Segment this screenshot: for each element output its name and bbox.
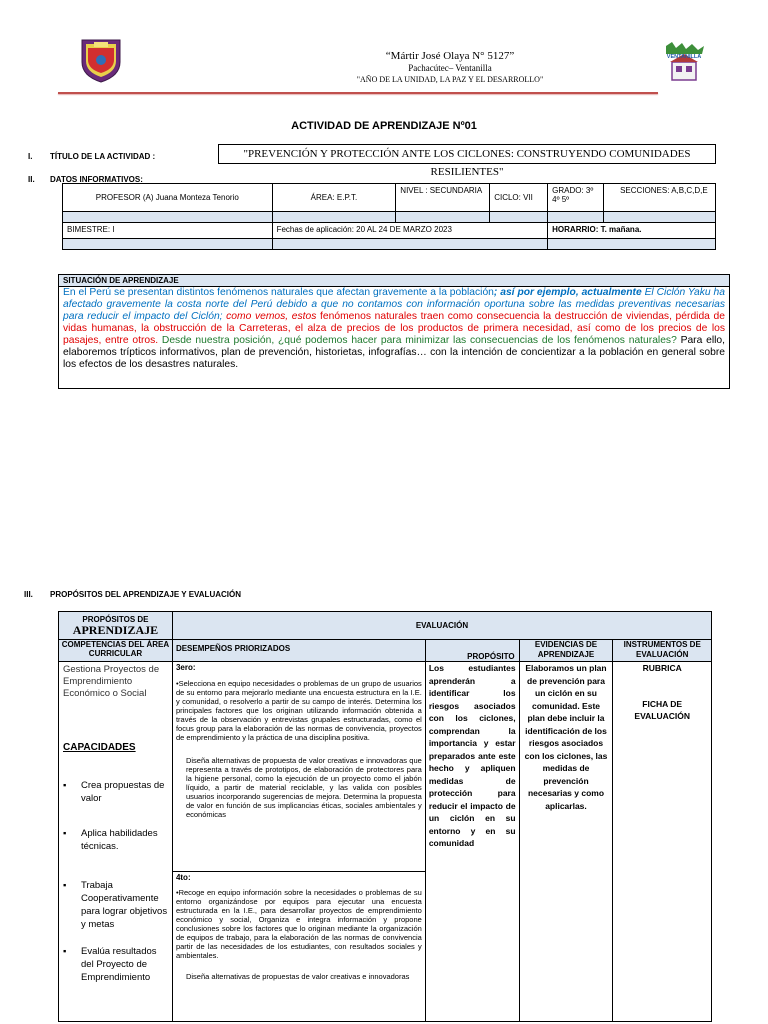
area-cell: ÁREA: E.P.T. (272, 184, 396, 212)
datos-blank-row-2 (63, 239, 716, 250)
evidencias-cell (519, 662, 613, 1022)
grado-3-label: 3ero: (175, 663, 196, 672)
instrumentos-head: INSTRUMENTOS DE EVALUACIÓN (613, 640, 712, 662)
ventanilla-logo-label: VENTANILLA (666, 54, 702, 60)
evaluacion-head: EVALUACIÓN (172, 612, 711, 640)
activity-title: ACTIVIDAD DE APRENDIZAJE Nº01 (291, 120, 477, 132)
fechas-cell: Fechas de aplicación: 20 AL 24 DE MARZO 2023 (272, 223, 548, 239)
section-3-number: III. (24, 590, 33, 599)
propositos-table (58, 611, 712, 1022)
desempeno-4to (173, 872, 425, 982)
propositos-head-cell (59, 612, 173, 640)
grado-4-text-1: •Recoge en equipo información sobre la necesidades o problemas de su entorno organizándose por equipos para ejecutar una encuesta estructurada en la I.E., para desarrollar proyectos de emprendimiento económico y social, Organiza e integra información y propone conclusiones sobre los factores que lo originan mediante la organización de equipos de trabajo, para la elaboración de las normas de convivencia partir de las necesidades de los estudiantes, con resultados sociales y ambientales. (175, 888, 422, 960)
secciones-cell: SECCIONES: A,B,C,D,E (604, 184, 716, 212)
desempeno-3ero (173, 662, 425, 872)
propositos-head-small: PROPÓSITOS DE (82, 615, 149, 624)
situacion-part-4: como vemos, estos (222, 311, 317, 322)
grado-4-label: 4to: (175, 873, 191, 882)
competencias-cell (59, 662, 173, 1022)
competencia-name: Gestiona Proyectos de Emprendimiento Económico o Social (63, 664, 160, 699)
situacion-part-5: fenómenos naturales traen como consecuencia la destrucción de viviendas, pérdida de vidas humanas, la obstrucción de la Carreteras, el alza de precios de los productos de primera necesidad, así como de los precios de los pasajes, entre otros. (63, 311, 725, 346)
section-2-number: II. (28, 175, 35, 184)
capacidad-item: ▪ Evalúa resultados del Proyecto de Emprendimiento (63, 946, 157, 983)
desempenos-head: DESEMPEÑOS PRIORIZADOS (172, 640, 425, 662)
section-1-label: TÍTULO DE LA ACTIVIDAD : (50, 152, 156, 161)
propositos-head-big: APRENDIZAJE (72, 623, 159, 637)
school-location: Pachacútec– Ventanilla (408, 63, 492, 73)
evidencias-text: Elaboramos un plan de prevención para un ciclón en su comunidad. Este plan debe incluir la identificación de los riesgos asociados con los ciclones, las medidas de prevención necesarias y como aplicarlas. (524, 663, 608, 811)
datos-blank-row (63, 212, 716, 223)
instrumento-ficha: FICHA DE EVALUACIÓN (634, 699, 690, 721)
evidencias-head: EVIDENCIAS DE APRENDIZAJE (519, 640, 613, 662)
grado-cell: GRADO: 3º 4º 5º (548, 184, 604, 212)
header-divider (58, 92, 658, 94)
school-name: “Mártir José Olaya N° 5127” (385, 50, 515, 62)
proposito-cell (425, 662, 519, 1022)
profesor-cell: PROFESOR (A) Juana Monteza Tenorio (63, 184, 273, 212)
section-1-number: I. (28, 152, 33, 161)
nivel-cell: NIVEL : SECUNDARIA (396, 184, 490, 212)
situacion-text (59, 287, 729, 371)
instrumentos-cell (613, 662, 712, 1022)
capacidades-heading: CAPACIDADES (63, 742, 136, 753)
datos-informativos-table (62, 183, 716, 250)
horario-cell: HORARRIO: T. mañana. (548, 223, 716, 239)
grado-3-text-1: •Selecciona en equipo necesidades o problemas de un grupo de usuarios de su entorno para mejorarlo mediante una encuesta estructura en la I.E. y comunidad, o resolverlo a partir de su campo de interés. Determina los principales factores que los originan utilizando información obtenida a través de la observación y entrevistas grupales estructuradas, como el focus group para la elaboración de las normas de convivencia, proyectos de emprendimiento y la práctica de una disciplina positiva. (175, 679, 422, 742)
bimestre-cell: BIMESTRE: I (63, 223, 273, 239)
desempenos-cell (172, 662, 425, 1022)
instrumento-rubrica: RUBRICA (642, 663, 682, 673)
situacion-part-6: Desde nuestra posición, ¿qué podemos hacer para minimizar las consecuencias de los fenómenos naturales? (158, 335, 677, 346)
situacion-part-1: En el Perú se presentan distintos fenómenos naturales que afectan gravemente a la población (63, 287, 494, 298)
grado-3-text-2: Diseña alternativas de propuesta de valor creativas e innovadoras que representa a través de prototipos, de elaboración de protectores para la higiene personal, como la ejecución de un proyecto como el jabón líquido, a partir de material reciclable, y las valida con posibles usuarios incorporando sugerencias de mejora. Determina la propuesta de valor en función de sus implicancias éticas, sociales ambientales y económicas (185, 756, 422, 819)
grado-4-text-2: Diseña alternativas de propuestas de valor creativas e innovadoras (185, 972, 410, 981)
activity-title-field: "PREVENCIÓN Y PROTECCIÓN ANTE LOS CICLONES: CONSTRUYENDO COMUNIDADES RESILIENTES" (218, 144, 716, 164)
school-shield-logo (78, 36, 124, 84)
section-3-label: PROPÓSITOS DEL APRENDIZAJE Y EVALUACIÓN (50, 590, 241, 599)
year-motto: "AÑO DE LA UNIDAD, LA PAZ Y EL DESARROLLO" (356, 75, 544, 84)
situacion-part-3: El Ciclón Yaku ha afectado gravemente la costa norte del Perú debido a que no contamos con información oportuna sobre las medidas preventivas necesarias para reducir el impacto del Ciclón; (63, 287, 725, 322)
proposito-text: Los estudiantes aprenderán a identificar los riesgos asociados con los ciclones, comprendan la importancia y estar preparados ante este hecho y apliquen medidas de protección para reducir el impacto de un ciclón en su entorno y en su comunidad (428, 663, 516, 848)
ventanilla-logo (660, 40, 708, 84)
proposito-head: PROPÓSITO (425, 640, 519, 662)
capacidad-item: ▪ Trabaja Cooperativamente para lograr objetivos y metas (63, 880, 168, 930)
capacidad-item: ▪ Crea propuestas de valor (63, 780, 165, 804)
section-2-label: DATOS INFORMATIVOS: (50, 175, 143, 184)
situacion-heading: SITUACIÓN DE APRENDIZAJE (59, 275, 729, 287)
situacion-part-7: Para ello, elaboremos trípticos informativos, plan de prevención, historietas, infografías… con la intención de concientizar a la población en general sobre los efectos de los desastres naturales. (63, 335, 725, 370)
capacidad-item: ▪ Aplica habilidades técnicas. (63, 828, 158, 852)
ciclo-cell: CICLO: VII (490, 184, 548, 212)
situacion-part-2: ; así por ejemplo, actualmente (493, 287, 642, 298)
situacion-aprendizaje-box (58, 274, 730, 389)
competencias-head: COMPETENCIAS DEL ÁREA CURRICULAR (59, 640, 173, 662)
